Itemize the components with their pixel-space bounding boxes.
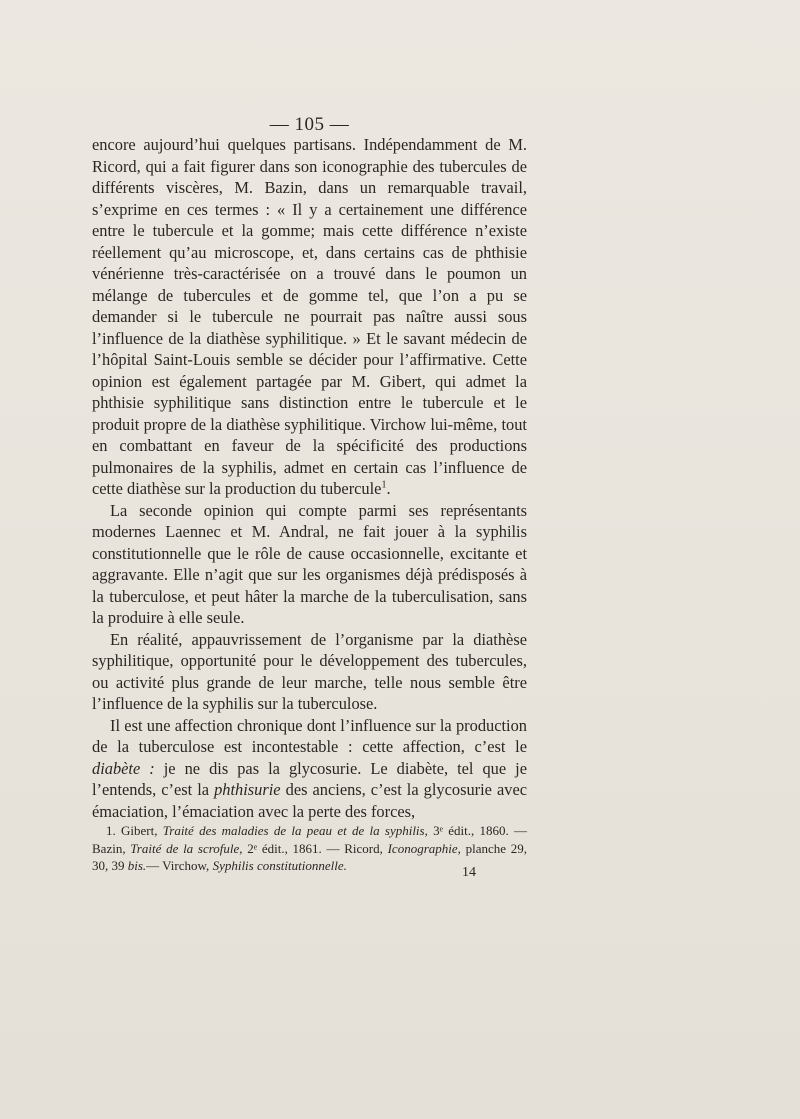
footnote-2-author: — Bazin, xyxy=(92,823,527,856)
main-text xyxy=(92,134,527,822)
footnote-marker: 1 xyxy=(381,479,387,491)
paragraph-2: La seconde opinion qui compte parmi ses représentants modernes Laennec et M. Andral, ne fait jouer à la syphilis constitutionnelle que le rôle de cause occasionnelle, excitante et aggravante. Elle n’agit que sur les organismes déjà prédisposés à la tuberculose, et peut hâter la marche de la tuberculisation, sans la produire à elle seule. xyxy=(92,500,527,627)
footnote-4-author: — Virchow, xyxy=(146,858,213,873)
term-diabete: diabète : xyxy=(92,758,155,778)
page-number-header: — 105 — xyxy=(269,114,350,135)
footnote-plates: planche 29, 30, 39 xyxy=(92,840,527,873)
footnote-1-edition: 3ᵉ édit., 1860. xyxy=(427,823,509,838)
footnote-bis: bis. xyxy=(127,858,147,873)
term-phthisurie: phthisurie xyxy=(214,780,281,799)
footnote-3-title: Iconographie, xyxy=(387,840,461,856)
paragraph-3: En réalité, appauvrissement de l’organisme par la diathèse syphilitique, opportunité pour le développement des tubercules, ou activité plus grande de leur marche, telle nous semble être l’influence de la syphilis sur la tuberculose. xyxy=(92,629,527,713)
footnote-1-author: 1. Gibert, xyxy=(106,823,163,838)
footnote-4-title: Syphilis constitutionnelle. xyxy=(212,858,347,873)
footnote-1-title: Traité des maladies de la peau et de la syphilis, xyxy=(162,823,428,838)
footnote-2-edition: 2ᵉ édit., 1861. — Ricord, xyxy=(242,840,388,856)
paragraph-4-end: des anciens, c’est la glycosurie avec émaciation, l’émaciation avec la perte des forces, xyxy=(92,780,528,821)
paragraph-4-text: Il est une affection chronique dont l’influence sur la production de la tuberculose est incontestable : cette affection, c’est le xyxy=(92,715,527,756)
paragraph-1-end: . xyxy=(386,479,391,498)
paragraph-4 xyxy=(92,715,527,823)
signature-mark: 14 xyxy=(462,865,476,880)
footnote-2-title: Traité de la scrofule, xyxy=(130,840,243,856)
paragraph-1-text: encore aujourd’hui quelques partisans. Indépendamment de M. Ricord, qui a fait figurer dans son iconographie des tubercules de différents viscères, M. Bazin, dans un remarquable travail, s’exprime en ces termes : « Il y a certainement une différence entre le tubercule et la gomme; mais cette différence n’existe réellement qu’au microscope, et, dans certains cas de phthisie vénérienne très-caractérisée on a trouvé dans le poumon un mélange de tubercules et de gomme tel, que l’on a pu se demander si le tubercule ne pourrait pas naître aussi sous l’influence de la diathèse syphilitique. » Et le savant médecin de l’hôpital Saint-Louis semble se décider pour l’affirmative. Cette opinion est également partagée par M. Gibert, qui admet la phthisie syphilitique sans distinction entre le tubercule et le produit propre de la diathèse syphilitique. Virchow lui-même, tout en combattant en faveur de la spécificité des productions pulmonaires de la syphilis, admet en certain cas l’influence de cette diathèse sur la production du tubercule xyxy=(92,135,527,498)
paragraph-4-mid: je ne dis pas la glycosurie. Le diabète, tel que je l’entends, c’est la xyxy=(92,758,527,799)
paragraph-1 xyxy=(92,134,527,500)
